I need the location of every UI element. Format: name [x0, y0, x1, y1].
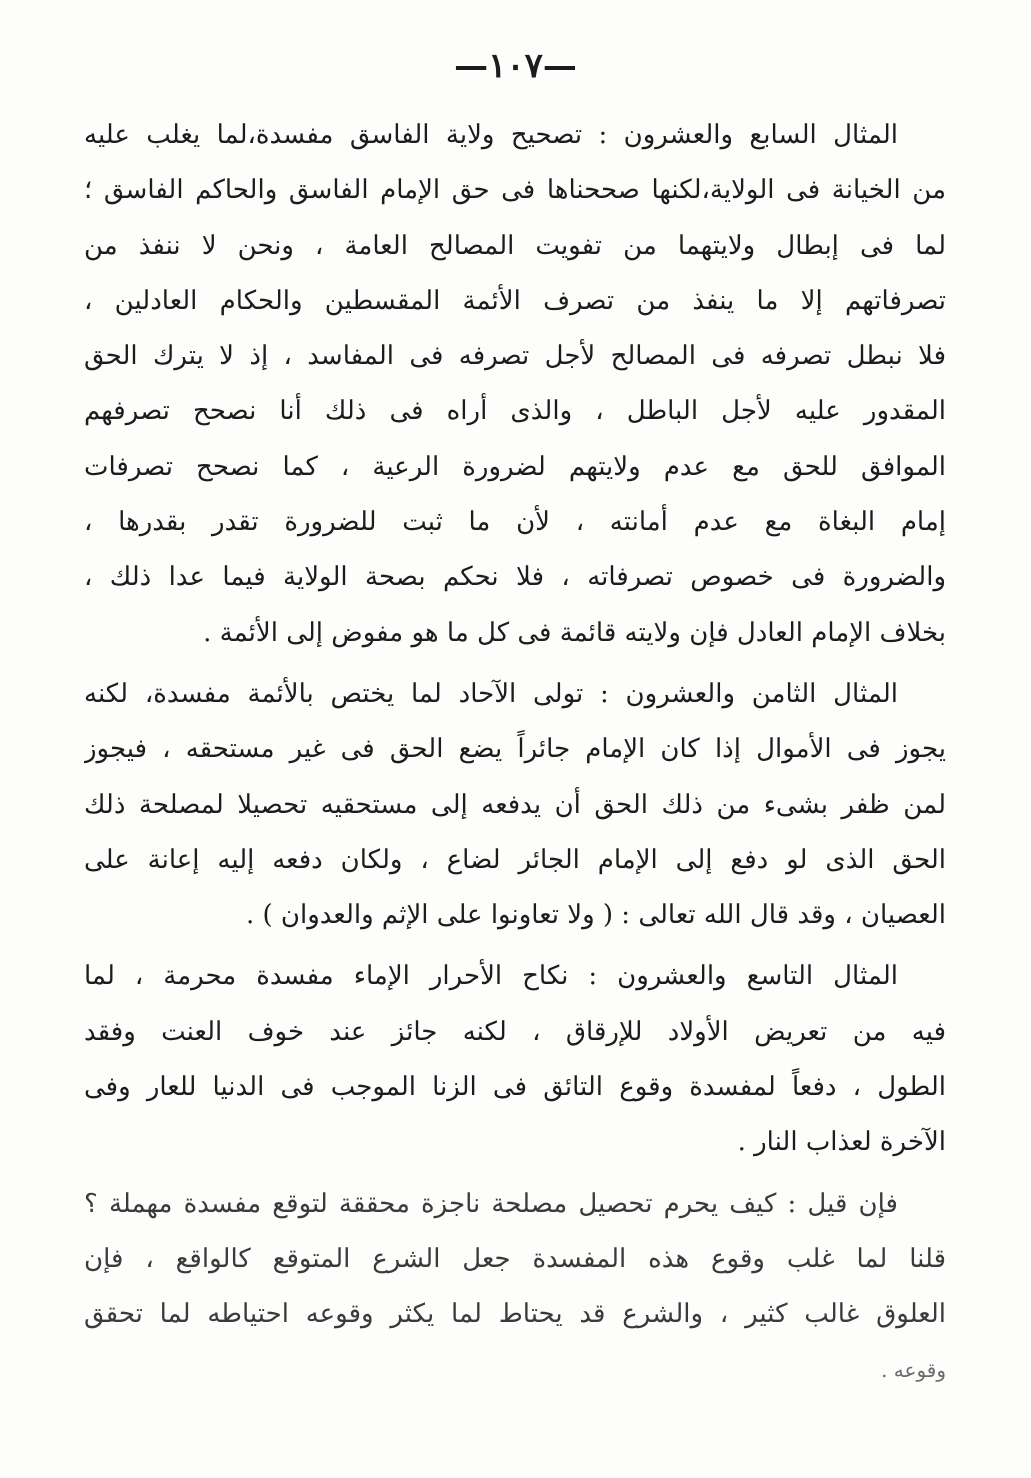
paragraph-example-28: [84, 667, 946, 943]
paragraph-objection-reply: [84, 1177, 946, 1398]
text-line: الحق الذى لو دفع إلى الإمام الجائر لضاع ، ولكان دفعه إليه إعانة على: [84, 844, 946, 875]
page-number: —١٠٧—: [454, 46, 577, 86]
text-line: فلا نبطل تصرفه فى المصالح لأجل تصرفه فى المفاسد ، إذ لا يترك الحق: [84, 341, 946, 372]
text-line: العلوق غالب كثير ، والشرع قد يحتاط لما يكثر وقوعه احتياطه لما تحقق: [84, 1299, 946, 1330]
text-line: والضرورة فى خصوص تصرفاته ، فلا نحكم بصحة الولاية فيما عدا ذلك ،: [84, 562, 946, 593]
paragraph-example-27: [84, 108, 946, 661]
text-line: يجوز فى الأموال إذا كان الإمام جائراً يضع الحق فى غير مستحقه ، فيجوز: [84, 734, 946, 765]
text-line: لما فى إبطال ولايتهما من تفويت المصالح العامة ، ونحن لا ننفذ من: [84, 230, 946, 261]
text-line: من الخيانة فى الولاية،لكنها صححناها فى حق الإمام الفاسق والحاكم الفاسق ؛: [84, 175, 946, 206]
text-line: فيه من تعريض الأولاد للإرقاق ، لكنه جائز عند خوف العنت وفقد: [84, 1016, 946, 1047]
text-line: لمن ظفر بشىء من ذلك الحق أن يدفعه إلى مستحقيه تحصيلا لمصلحة ذلك: [84, 789, 946, 820]
text-line: إمام البغاة مع عدم أمانته ، لأن ما ثبت للضرورة تقدر بقدرها ،: [84, 507, 946, 538]
text-line: الطول ، دفعاً لمفسدة وقوع التائق فى الزنا الموجب فى الدنيا للعار وفى: [84, 1072, 946, 1103]
body-text: [84, 108, 946, 1398]
text-line: بخلاف الإمام العادل فإن ولايته قائمة فى كل ما هو مفوض إلى الأئمة .: [203, 617, 946, 648]
text-line: المقدور عليه لأجل الباطل ، والذى أراه فى ذلك أنا نصحح تصرفهم: [84, 396, 946, 427]
text-line: الموافق للحق مع عدم ولايتهم لضرورة الرعية ، كما نصحح تصرفات: [84, 451, 946, 482]
text-line: قلنا لما غلب وقوع هذه المفسدة جعل الشرع المتوقع كالواقع ، فإن: [84, 1243, 946, 1274]
text-line: تصرفاتهم إلا ما ينفذ من تصرف الأئمة المقسطين والحكام العادلين ،: [84, 285, 946, 316]
text-line: العصيان ، وقد قال الله تعالى : ( ولا تعاونوا على الإثم والعدوان ) .: [245, 900, 946, 931]
text-line: فإن قيل : كيف يحرم تحصيل مصلحة ناجزة محققة لتوقع مفسدة مهملة ؟: [84, 1188, 898, 1219]
paragraph-example-29: [84, 949, 946, 1170]
text-line: وقوعه .: [881, 1357, 946, 1382]
text-line: الآخرة لعذاب النار .: [737, 1127, 946, 1158]
text-line: المثال التاسع والعشرون : نكاح الأحرار الإماء مفسدة محرمة ، لما: [84, 961, 898, 992]
text-line: المثال السابع والعشرون : تصحيح ولاية الفاسق مفسدة،لما يغلب عليه: [84, 120, 898, 150]
text-line: المثال الثامن والعشرون : تولى الآحاد لما يختص بالأئمة مفسدة، لكنه: [84, 678, 898, 709]
